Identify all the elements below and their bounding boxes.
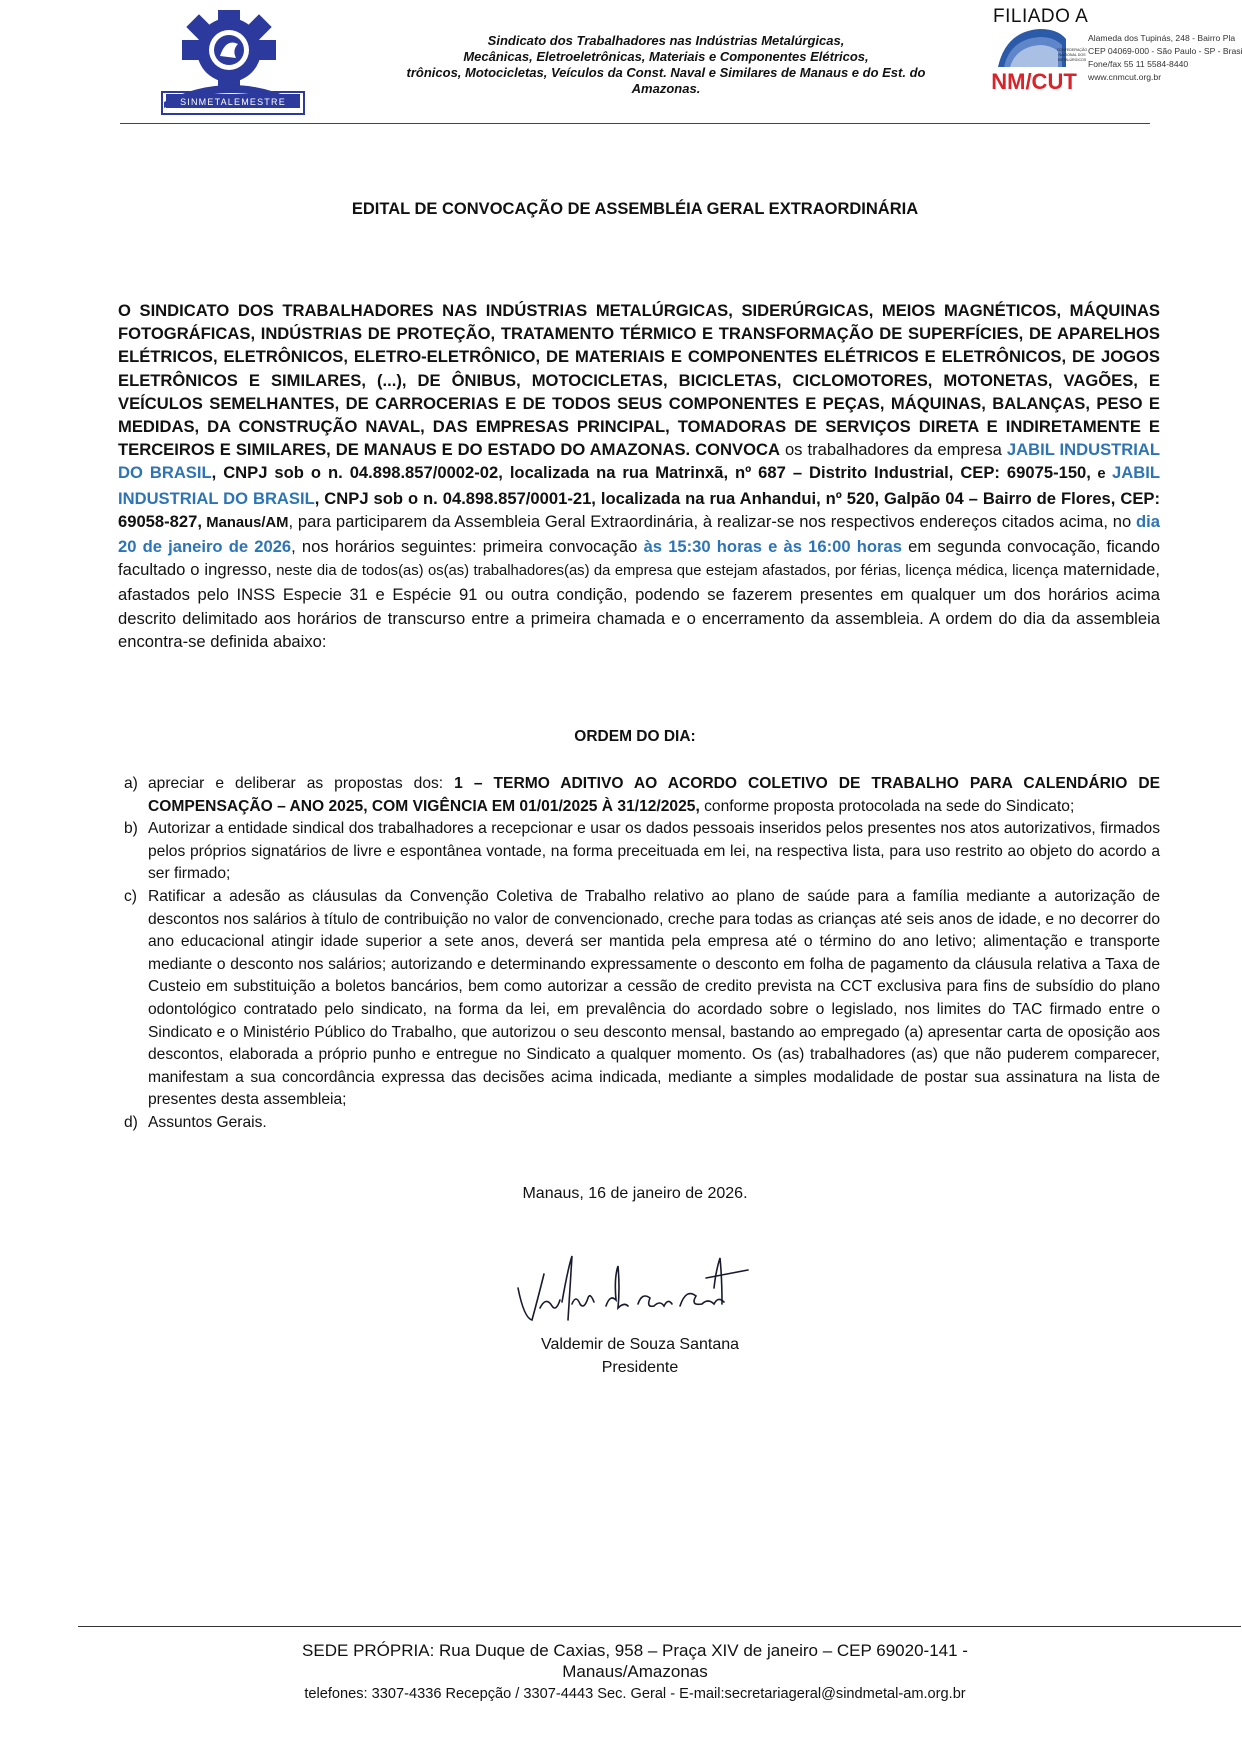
svg-text:NACIONAL DOS: NACIONAL DOS [1058, 53, 1086, 57]
handwritten-signature [510, 1248, 770, 1328]
cnm-address-line: www.cnmcut.org.br [1088, 72, 1162, 82]
agenda-marker: b) [124, 820, 138, 838]
footer-contacts: telefones: 3307-4336 Recepção / 3307-4443 Sec. Geral - E-mail:secretariageral@sindmetal-am.org.br [304, 1686, 966, 1702]
assembly-times: às 15:30 horas e às 16:00 horas [643, 537, 902, 557]
cnm-address-line: CEP 04069-000 - São Paulo - SP - Brasi [1088, 46, 1242, 56]
para-text: maternidade, afastados pelo INSS Especie 31 e Espécie 91 ou outra condição, podendo se fazerem presentes em qualquer um dos horários acima descrito delimitado aos horários de transcurso entre a primeira chamada e o encerramento da assembleia. A ordem do dia da assembleia encontra-se definida abaixo: [118, 560, 1160, 651]
cnm-address-line: Fone/fax 55 11 5584-8440 [1088, 59, 1189, 69]
svg-text:METALÚRGICOS: METALÚRGICOS [1057, 58, 1087, 62]
agenda-text-bold: 1 – TERMO ADITIVO AO ACORDO COLETIVO DE TRABALHO PARA CALENDÁRIO DE COMPENSAÇÃO – ANO 2025, COM VIGÊNCIA EM 01/01/2025 À 31/12/2025, [148, 775, 1160, 815]
footer-address: SEDE PRÓPRIA: Rua Duque de Caxias, 958 – Praça XIV de janeiro – CEP 69020-141 - [302, 1641, 968, 1660]
date-line: Manaus, 16 de janeiro de 2026. [522, 1185, 748, 1202]
union-logo [160, 8, 306, 118]
agenda-item [118, 773, 1160, 818]
signer-name: Valdemir de Souza Santana [540, 1336, 740, 1353]
company-address: , CNPJ sob o n. 04.898.857/0002-02, localizada na rua Matrinxã, nº 687 – Distrito Industrial, CEP: 69075-150, [211, 463, 1091, 483]
agenda-marker: d) [124, 1113, 138, 1131]
agenda-text: Ratificar a adesão as cláusulas da Convenção Coletiva de Trabalho relativo ao plano de saúde para a família mediante a autorização de descontos nos salários à título de contribuição no valor de convencionado, creche para todas as crianças até seis anos de idade, e no decorrer do ano educacional atingir idade superior a sete anos, deverá ser mantida pela empresa até o término do ano letivo; alimentação e transporte mediante o desconto nos salários; autorizando e determinando expressamente o desconto em folha de pagamento da cláusula relativa a Taxa de Custeio em substituição a boletos bancários, bem como autorizar a cessão de credito prevista na CCT exclusiva para fins de subsídio do plano odontológico contratado pelo sindicato, na forma da lei, em prevalência do acordado sobre o legislado, nos limites do TAC firmado entre o Sindicato e o Ministério Público do Trabalho, que autorizou o seu desconto mensal, bastando ao empregado (a) apresentar carta de oposição aos descontos, elaborada a próprio punho e entregue no Sindicato a qualquer momento. Os (as) trabalhadores (as) que não puderem comparecer, manifestam a sua concordância expressa das decisões acima indicada, mediante a simples modalidade de postar sua assinatura na lista de presentes desta assembleia; [148, 887, 1160, 1109]
union-name-line-2: Mecânicas, Eletroeletrônicas, Materiais e Componentes Elétricos, [463, 49, 869, 64]
city: Manaus/AM [201, 514, 289, 531]
company-name: JABIL INDUSTRIAL DO BRASIL [118, 463, 1160, 508]
para-text: os trabalhadores da empresa [779, 440, 1007, 460]
company-name: JABIL INDUSTRIAL DO BRASIL [118, 440, 1160, 483]
footer-city: Manaus/Amazonas [562, 1662, 708, 1681]
cnm-address-line: Alameda dos Tupinás, 248 - Bairro Pla [1088, 33, 1236, 43]
filiado-label: FILIADO A [993, 6, 1089, 27]
agenda-marker: a) [124, 775, 138, 792]
agenda-title: ORDEM DO DIA: [574, 728, 696, 745]
agenda-text: conforme proposta protocolada na sede do Sindicato; [699, 797, 1075, 815]
cnm-cut-logo [991, 27, 1088, 95]
para-text: neste dia de todos(as) os(as) trabalhadores(as) da empresa que estejam afastados, por férias, licença médica, licença [271, 563, 1059, 580]
para-text: , para participarem da Assembleia Geral Extraordinária, à realizar-se nos respectivos endereços citados acima, no [288, 511, 1137, 531]
union-name-line-3: trônicos, Motocicletas, Veículos da Const. Naval e Similares de Manaus e do Est. do [406, 65, 926, 80]
convocation-paragraph [118, 299, 1160, 653]
union-full-name: O SINDICATO DOS TRABALHADORES NAS INDÚSTRIAS METALÚRGICAS, SIDERÚRGICAS, MEIOS MAGNÉTICOS, MÁQUINAS FOTOGRÁFICAS, INDÚSTRIAS DE PROTEÇÃO, TRATAMENTO TÉRMICO E TRANSFORMAÇÃO DE SUPERFÍCIES, DE APARELHOS ELÉTRICOS, ELETRÔNICOS, ELETRO-ELETRÔNICO, DE MATERIAIS E COMPONENTES ELÉTRICOS E ELETRÔNICOS, DE JOGOS ELETRÔNICOS E SIMILARES, (...), DE ÔNIBUS, MOTOCICLETAS, BICICLETAS, CICLOMOTORES, MOTONETAS, VAGÕES, E VEÍCULOS SEMELHANTES, DE CARROCERIAS E DE TODOS SEUS COMPONENTES E PEÇAS, MÁQUINAS, BALANÇAS, PESO E MEDIDAS, DA CONSTRUÇÃO NAVAL, DAS EMPRESAS PRINCIPAL, TOMADORAS DE SERVIÇOS DIRETA E INDIRETAMENTE E TERCEIROS E SIMILARES, DE MANAUS E DO ESTADO DO AMAZONAS. CONVOCA [118, 301, 1160, 460]
para-text: em segunda convocação, ficando facultado o ingresso, [118, 537, 1160, 580]
footer-divider [78, 1626, 1241, 1627]
assembly-date: dia 20 de janeiro de 2026 [118, 511, 1161, 557]
agenda-text: apreciar e deliberar as propostas dos: [148, 775, 455, 792]
cnm-logo-text: NM/CUT [991, 69, 1077, 94]
company-address: , CNPJ sob o n. 04.898.857/0001-21, localizada na rua Anhandui, nº 520, Galpão 04 – Bairro de Flores, CEP: 69058-827, [118, 488, 1160, 531]
document-title: EDITAL DE CONVOCAÇÃO DE ASSEMBLÉIA GERAL EXTRAORDINÁRIA [351, 200, 919, 218]
agenda-text: Autorizar a entidade sindical dos trabalhadores a recepcionar e usar os dados pessoais inseridos pelos presentes nos atos autorizativos, firmados pelos próprios signatários de livre e espontânea vontade, na forma preceituada em lei, na respectiva lista, para uso restrito ao objeto do acordo a ser firmado; [148, 820, 1160, 883]
agenda-marker: c) [124, 887, 137, 905]
agenda-item [118, 1112, 1160, 1135]
agenda-list [118, 773, 1160, 1135]
union-name-line-4: Amazonas. [631, 81, 701, 96]
signer-role: Presidente [601, 1359, 679, 1376]
agenda-item [118, 818, 1160, 886]
para-text: e [1090, 466, 1113, 483]
para-text: , nos horários seguintes: primeira convocação [291, 537, 644, 557]
agenda-item [118, 886, 1160, 1112]
header-divider [120, 123, 1150, 124]
union-name-line-1: Sindicato dos Trabalhadores nas Indústrias Metalúrgicas, [487, 33, 845, 48]
svg-text:SINMETALEMESTRE: SINMETALEMESTRE [180, 97, 286, 107]
cnm-address [1088, 32, 1241, 84]
svg-text:CONFEDERAÇÃO: CONFEDERAÇÃO [1056, 48, 1088, 52]
union-name [356, 33, 976, 97]
agenda-text: Assuntos Gerais. [148, 1113, 267, 1131]
